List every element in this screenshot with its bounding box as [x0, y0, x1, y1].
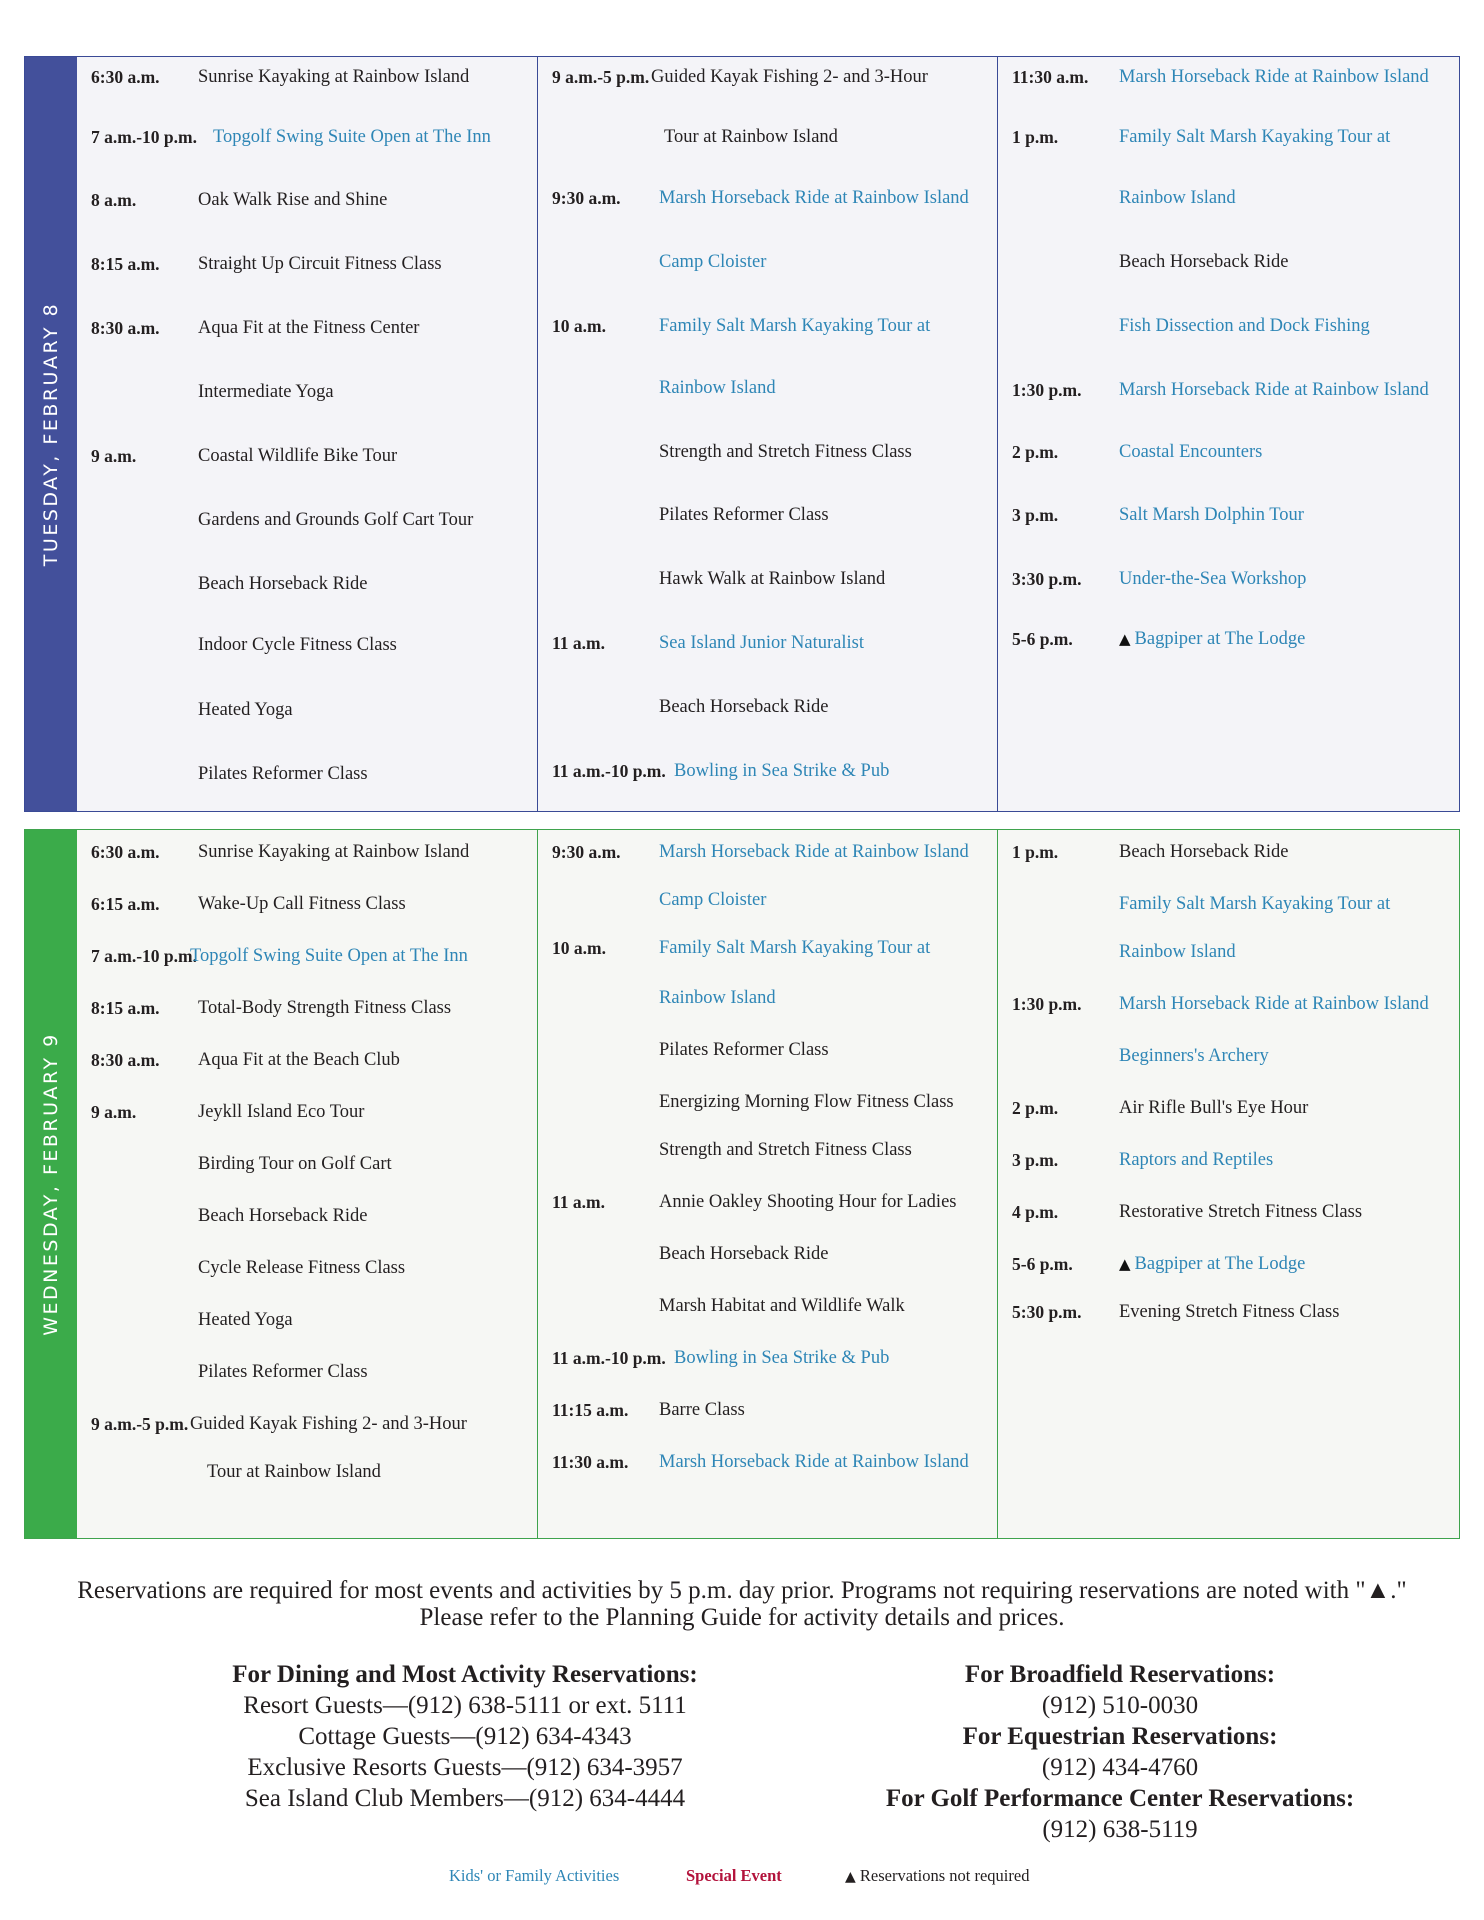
entry-activity — [664, 122, 838, 152]
activity-name: Pilates Reformer Class — [659, 505, 829, 525]
dining-reservations-contacts — [160, 1659, 770, 1814]
schedule-entry — [538, 692, 997, 722]
activity-name: Heated Yoga — [198, 1310, 293, 1330]
activity-name: Pilates Reformer Class — [659, 1040, 829, 1060]
entry-activity — [198, 505, 473, 535]
activity-name: Guided Kayak Fishing 2- and 3-Hour — [190, 1414, 467, 1434]
schedule-entry — [77, 1305, 537, 1335]
activity-name: Intermediate Yoga — [198, 382, 334, 402]
entry-activity — [659, 1187, 956, 1217]
entry-time: 11 a.m.-10 p.m. — [552, 1348, 666, 1368]
entry-time: 9:30 a.m. — [552, 188, 621, 208]
schedule-entry — [998, 1145, 1459, 1175]
entry-time: 1:30 p.m. — [1012, 994, 1082, 1014]
contact-phone: (912) 638-5119 — [1042, 1816, 1198, 1843]
activity-name: Straight Up Circuit Fitness Class — [198, 254, 442, 274]
notice-line: Please refer to the Planning Guide for activity details and prices. — [419, 1604, 1065, 1631]
entry-time: 4 p.m. — [1012, 1202, 1059, 1222]
schedule-entry — [538, 1187, 997, 1217]
entry-activity — [198, 62, 469, 92]
activity-name: Beach Horseback Ride — [659, 1244, 829, 1264]
schedule-entry — [77, 759, 537, 789]
entry-time: 11 a.m. — [552, 633, 605, 653]
activity-name: Fish Dissection and Dock Fishing — [1119, 316, 1370, 336]
entry-activity — [198, 759, 368, 789]
notice-line: Reservations are required for most events and activities by 5 p.m. day prior. Programs not requiring reservations are noted with "▲." — [77, 1577, 1407, 1604]
entry-activity — [198, 889, 406, 919]
schedule-entry — [538, 183, 997, 213]
entry-activity — [659, 1087, 954, 1117]
triangle-icon: ▲ — [1119, 630, 1131, 648]
schedule-entry — [998, 437, 1459, 467]
activity-name: Family Salt Marsh Kayaking Tour at — [1119, 127, 1391, 147]
entry-time: 8 a.m. — [91, 190, 137, 210]
activity-name: Rainbow Island — [1119, 188, 1236, 208]
schedule-column — [997, 57, 1459, 811]
legend-kids-activities: Kids' or Family Activities — [449, 1866, 620, 1885]
entry-activity — [674, 1343, 889, 1373]
entry-time: 11:15 a.m. — [552, 1400, 629, 1420]
entry-activity — [1119, 937, 1236, 967]
entry-activity — [198, 1357, 368, 1387]
triangle-icon: ▲ — [845, 1869, 856, 1885]
schedule-entry — [998, 937, 1459, 967]
entry-time: 6:15 a.m. — [91, 894, 160, 914]
activity-name: Barre Class — [659, 1400, 745, 1420]
activity-name: Evening Stretch Fitness Class — [1119, 1302, 1340, 1322]
schedule-entry — [77, 62, 537, 92]
schedule-entry — [77, 889, 537, 919]
entry-activity — [674, 756, 889, 786]
activity-name: Beach Horseback Ride — [1119, 252, 1289, 272]
activity-name: Bowling in Sea Strike & Pub — [674, 761, 890, 781]
entry-activity — [1119, 311, 1370, 341]
schedule-entry — [538, 837, 997, 867]
activity-name: Family Salt Marsh Kayaking Tour at — [659, 316, 931, 336]
entry-time: 8:30 a.m. — [91, 1050, 160, 1070]
entry-activity — [659, 1291, 905, 1321]
entry-activity — [1119, 375, 1429, 405]
contact-heading: For Broadfield Reservations: — [964, 1661, 1276, 1688]
schedule-entry — [538, 1291, 997, 1321]
entry-activity — [659, 183, 969, 213]
day-block-tuesday — [24, 56, 1460, 812]
contact-line: Cottage Guests—(912) 634-4343 — [298, 1723, 632, 1750]
entry-activity — [659, 311, 930, 341]
schedule-entry — [998, 989, 1459, 1019]
schedule-entry — [77, 505, 537, 535]
schedule-entry — [538, 437, 997, 467]
entry-time: 11 a.m. — [552, 1192, 605, 1212]
activity-name: Family Salt Marsh Kayaking Tour at — [659, 938, 931, 958]
contact-heading: For Equestrian Reservations: — [962, 1723, 1278, 1750]
activity-name: Birding Tour on Golf Cart — [198, 1154, 392, 1174]
schedule-entry — [77, 1457, 537, 1487]
entry-activity — [190, 941, 468, 971]
entry-activity — [1119, 837, 1289, 867]
schedule-entry — [77, 122, 537, 152]
contact-line: Exclusive Resorts Guests—(912) 634-3957 — [247, 1754, 683, 1781]
day-label: TUESDAY, FEBRUARY 8 — [40, 301, 62, 567]
entry-activity — [659, 564, 885, 594]
entry-activity — [198, 837, 469, 867]
activity-name: Hawk Walk at Rainbow Island — [659, 569, 886, 589]
entry-time: 9 a.m. — [91, 1102, 137, 1122]
schedule-entry — [77, 1409, 537, 1439]
schedule-entry — [77, 695, 537, 725]
entry-activity — [213, 122, 491, 152]
schedule-entry — [998, 247, 1459, 277]
activity-name: Coastal Wildlife Bike Tour — [198, 446, 398, 466]
entry-time: 5-6 p.m. — [1012, 629, 1073, 649]
entry-time: 9 a.m.-5 p.m. — [91, 1414, 189, 1434]
activity-name: Aqua Fit at the Fitness Center — [198, 318, 420, 338]
schedule-entry — [998, 1041, 1459, 1071]
schedule-entry — [77, 1045, 537, 1075]
activity-name: Camp Cloister — [659, 890, 767, 910]
other-reservations-contacts — [800, 1659, 1440, 1845]
entry-time: 8:15 a.m. — [91, 998, 160, 1018]
schedule-entry — [77, 377, 537, 407]
contact-phone: (912) 510-0030 — [1041, 1692, 1199, 1719]
activity-name: Heated Yoga — [198, 700, 293, 720]
entry-activity — [1119, 989, 1429, 1019]
entry-activity — [198, 630, 397, 660]
entry-activity — [1119, 437, 1262, 467]
entry-time: 8:30 a.m. — [91, 318, 160, 338]
entry-time: 2 p.m. — [1012, 1098, 1059, 1118]
entry-time: 6:30 a.m. — [91, 842, 160, 862]
entry-activity — [1119, 1145, 1273, 1175]
entry-activity — [1119, 1197, 1362, 1227]
entry-activity — [198, 441, 397, 471]
entry-time: 1 p.m. — [1012, 842, 1059, 862]
activity-name: Pilates Reformer Class — [198, 764, 368, 784]
entry-activity — [659, 437, 912, 467]
activity-name: Beach Horseback Ride — [1119, 842, 1289, 862]
entry-time: 3 p.m. — [1012, 505, 1059, 525]
activity-name: Marsh Horseback Ride at Rainbow Island — [1119, 380, 1429, 400]
activity-name: Rainbow Island — [1119, 942, 1236, 962]
schedule-entry — [998, 183, 1459, 213]
entry-time: 10 a.m. — [552, 316, 606, 336]
entry-activity — [659, 1135, 912, 1165]
contact-phone: (912) 434-4760 — [1041, 1754, 1199, 1781]
activity-name: Rainbow Island — [659, 378, 776, 398]
activity-name: Strength and Stretch Fitness Class — [659, 442, 912, 462]
schedule-entry — [538, 756, 997, 786]
schedule-entry — [998, 122, 1459, 152]
triangle-icon: ▲ — [1119, 1255, 1131, 1273]
entry-time: 9:30 a.m. — [552, 842, 621, 862]
activity-name: Beach Horseback Ride — [198, 574, 368, 594]
entry-activity — [198, 377, 334, 407]
contact-heading: For Dining and Most Activity Reservations: — [232, 1661, 698, 1688]
schedule-entry — [538, 564, 997, 594]
entry-activity — [198, 993, 451, 1023]
activity-name: Air Rifle Bull's Eye Hour — [1119, 1098, 1309, 1118]
schedule-column — [537, 830, 997, 1538]
entry-activity — [198, 313, 419, 343]
activity-name: Topgolf Swing Suite Open at The Inn — [190, 946, 468, 966]
entry-activity — [1119, 889, 1390, 919]
day-label: WEDNESDAY, FEBRUARY 9 — [40, 1032, 62, 1336]
contact-line: Resort Guests—(912) 638-5111 or ext. 5111 — [243, 1692, 687, 1719]
entry-activity — [1119, 62, 1429, 92]
schedule-entry — [77, 569, 537, 599]
schedule-entry — [77, 837, 537, 867]
schedule-entry — [538, 1395, 997, 1425]
entry-time: 7 a.m.-10 p.m. — [91, 127, 197, 147]
schedule-entry — [77, 185, 537, 215]
activity-name: Under-the-Sea Workshop — [1119, 569, 1307, 589]
entry-activity — [659, 692, 829, 722]
schedule-entry — [77, 249, 537, 279]
activity-name: Tour at Rainbow Island — [664, 127, 838, 147]
activity-name: Coastal Encounters — [1119, 442, 1263, 462]
schedule-entry — [538, 1239, 997, 1269]
activity-name: Raptors and Reptiles — [1119, 1150, 1274, 1170]
entry-activity — [198, 1149, 392, 1179]
entry-activity — [659, 983, 776, 1013]
entry-activity — [659, 500, 829, 530]
entry-time: 1:30 p.m. — [1012, 380, 1082, 400]
entry-activity — [1119, 500, 1304, 530]
activity-name: Bagpiper at The Lodge — [1134, 1254, 1306, 1274]
schedule-entry — [77, 1097, 537, 1127]
entry-time: 10 a.m. — [552, 938, 606, 958]
activity-name: Aqua Fit at the Beach Club — [198, 1050, 400, 1070]
entry-activity — [207, 1457, 381, 1487]
schedule-column — [997, 830, 1459, 1538]
activity-name: Wake-Up Call Fitness Class — [198, 894, 406, 914]
legend-special-event: Special Event — [686, 1866, 782, 1885]
entry-activity — [1119, 624, 1305, 654]
schedule-entry — [998, 1249, 1459, 1279]
schedule-entry — [538, 62, 997, 92]
activity-name: Beach Horseback Ride — [198, 1206, 368, 1226]
schedule-entry — [998, 1197, 1459, 1227]
activity-name: Sunrise Kayaking at Rainbow Island — [198, 842, 470, 862]
activity-name: Marsh Habitat and Wildlife Walk — [659, 1296, 905, 1316]
entry-activity — [190, 1409, 467, 1439]
schedule-entry — [538, 885, 997, 915]
entry-activity — [198, 1201, 368, 1231]
schedule-entry — [538, 1343, 997, 1373]
activity-name: Annie Oakley Shooting Hour for Ladies — [659, 1192, 957, 1212]
entry-activity — [198, 185, 387, 215]
entry-activity — [1119, 1297, 1339, 1327]
schedule-entry — [77, 441, 537, 471]
schedule-entry — [998, 564, 1459, 594]
entry-activity — [198, 1097, 364, 1127]
entry-activity — [659, 885, 766, 915]
activity-name: Marsh Horseback Ride at Rainbow Island — [659, 188, 969, 208]
entry-time: 9 a.m.-5 p.m. — [552, 67, 650, 87]
schedule-entry — [77, 1201, 537, 1231]
schedule-entry — [538, 247, 997, 277]
entry-time: 7 a.m.-10 p.m. — [91, 946, 197, 966]
activity-name: Sunrise Kayaking at Rainbow Island — [198, 67, 470, 87]
schedule-entry — [538, 122, 997, 152]
activity-name: Bagpiper at The Lodge — [1134, 629, 1306, 649]
entry-activity — [198, 695, 293, 725]
entry-time: 5-6 p.m. — [1012, 1254, 1073, 1274]
entry-activity — [659, 1035, 829, 1065]
entry-activity — [1119, 122, 1390, 152]
schedule-entry — [538, 1135, 997, 1165]
activity-name: Total-Body Strength Fitness Class — [198, 998, 452, 1018]
activity-name: Jeykll Island Eco Tour — [198, 1102, 365, 1122]
activity-name: Energizing Morning Flow Fitness Class — [659, 1092, 954, 1112]
schedule-entry — [538, 1447, 997, 1477]
activity-name: Tour at Rainbow Island — [207, 1462, 381, 1482]
activity-name: Pilates Reformer Class — [198, 1362, 368, 1382]
entry-time: 11 a.m.-10 p.m. — [552, 761, 666, 781]
entry-activity — [659, 837, 969, 867]
activity-name: Marsh Horseback Ride at Rainbow Island — [1119, 67, 1429, 87]
entry-activity — [1119, 564, 1306, 594]
activity-name: Salt Marsh Dolphin Tour — [1119, 505, 1304, 525]
entry-activity — [659, 628, 864, 658]
activity-name: Strength and Stretch Fitness Class — [659, 1140, 912, 1160]
schedule-entry — [538, 628, 997, 658]
entry-time: 5:30 p.m. — [1012, 1302, 1082, 1322]
entry-activity — [659, 1239, 829, 1269]
schedule-entry — [538, 933, 997, 963]
entry-activity — [651, 62, 928, 92]
entry-activity — [659, 1395, 745, 1425]
schedule-entry — [538, 500, 997, 530]
schedule-entry — [538, 311, 997, 341]
activity-name: Bowling in Sea Strike & Pub — [674, 1348, 890, 1368]
entry-activity — [1119, 183, 1236, 213]
schedule-entry — [538, 983, 997, 1013]
schedule-entry — [77, 1149, 537, 1179]
entry-activity — [659, 373, 776, 403]
activity-name: Restorative Stretch Fitness Class — [1119, 1202, 1363, 1222]
entry-activity — [1119, 1093, 1308, 1123]
activity-name: Gardens and Grounds Golf Cart Tour — [198, 510, 474, 530]
entry-time: 3:30 p.m. — [1012, 569, 1082, 589]
schedule-entry — [998, 624, 1459, 654]
entry-time: 11:30 a.m. — [552, 1452, 629, 1472]
schedule-entry — [538, 373, 997, 403]
entry-time: 9 a.m. — [91, 446, 137, 466]
schedule-column — [77, 830, 537, 1538]
entry-activity — [198, 1305, 293, 1335]
entry-time: 2 p.m. — [1012, 442, 1059, 462]
day-block-wednesday — [24, 829, 1460, 1539]
activity-name: Topgolf Swing Suite Open at The Inn — [213, 127, 491, 147]
schedule-column — [77, 57, 537, 811]
schedule-entry — [77, 1357, 537, 1387]
activity-name: Rainbow Island — [659, 988, 776, 1008]
entry-time: 8:15 a.m. — [91, 254, 160, 274]
schedule-entry — [77, 993, 537, 1023]
activity-name: Marsh Horseback Ride at Rainbow Island — [1119, 994, 1429, 1014]
activity-name: Indoor Cycle Fitness Class — [198, 635, 397, 655]
entry-activity — [1119, 1249, 1305, 1279]
contact-line: Sea Island Club Members—(912) 634-4444 — [244, 1785, 686, 1812]
schedule-entry — [998, 837, 1459, 867]
day-label-band — [25, 57, 77, 811]
legend-no-reservation — [845, 1866, 1029, 1887]
entry-activity — [1119, 247, 1289, 277]
entry-activity — [659, 247, 766, 277]
entry-activity — [198, 569, 368, 599]
entry-activity — [198, 1253, 405, 1283]
schedule-entry — [77, 1253, 537, 1283]
activity-name: Marsh Horseback Ride at Rainbow Island — [659, 1452, 969, 1472]
schedule-entry — [998, 1297, 1459, 1327]
schedule-entry — [998, 375, 1459, 405]
entry-activity — [198, 1045, 400, 1075]
schedule-entry — [998, 311, 1459, 341]
activity-name: Camp Cloister — [659, 252, 767, 272]
entry-activity — [1119, 1041, 1269, 1071]
schedule-entry — [998, 1093, 1459, 1123]
schedule-entry — [998, 500, 1459, 530]
schedule-entry — [77, 941, 537, 971]
schedule-entry — [538, 1035, 997, 1065]
schedule-entry — [538, 1087, 997, 1117]
entry-time: 3 p.m. — [1012, 1150, 1059, 1170]
activity-name: Cycle Release Fitness Class — [198, 1258, 406, 1278]
entry-activity — [198, 249, 442, 279]
activity-name: Beach Horseback Ride — [659, 697, 829, 717]
activity-name: Marsh Horseback Ride at Rainbow Island — [659, 842, 969, 862]
activity-name: Family Salt Marsh Kayaking Tour at — [1119, 894, 1391, 914]
activity-name: Sea Island Junior Naturalist — [659, 633, 864, 653]
contact-heading: For Golf Performance Center Reservations: — [885, 1785, 1355, 1812]
entry-activity — [659, 1447, 969, 1477]
schedule-entry — [77, 313, 537, 343]
entry-time: 11:30 a.m. — [1012, 67, 1089, 87]
schedule-entry — [998, 62, 1459, 92]
legend-no-reservation-label: Reservations not required — [859, 1866, 1030, 1885]
reservation-notice — [0, 1577, 1484, 1631]
activity-name: Oak Walk Rise and Shine — [198, 190, 388, 210]
activity-name: Beginners's Archery — [1119, 1046, 1269, 1066]
day-label-band — [25, 830, 77, 1538]
schedule-entry — [77, 630, 537, 660]
entry-time: 1 p.m. — [1012, 127, 1059, 147]
entry-time: 6:30 a.m. — [91, 67, 160, 87]
schedule-column — [537, 57, 997, 811]
activity-name: Guided Kayak Fishing 2- and 3-Hour — [651, 67, 928, 87]
schedule-entry — [998, 889, 1459, 919]
entry-activity — [659, 933, 930, 963]
